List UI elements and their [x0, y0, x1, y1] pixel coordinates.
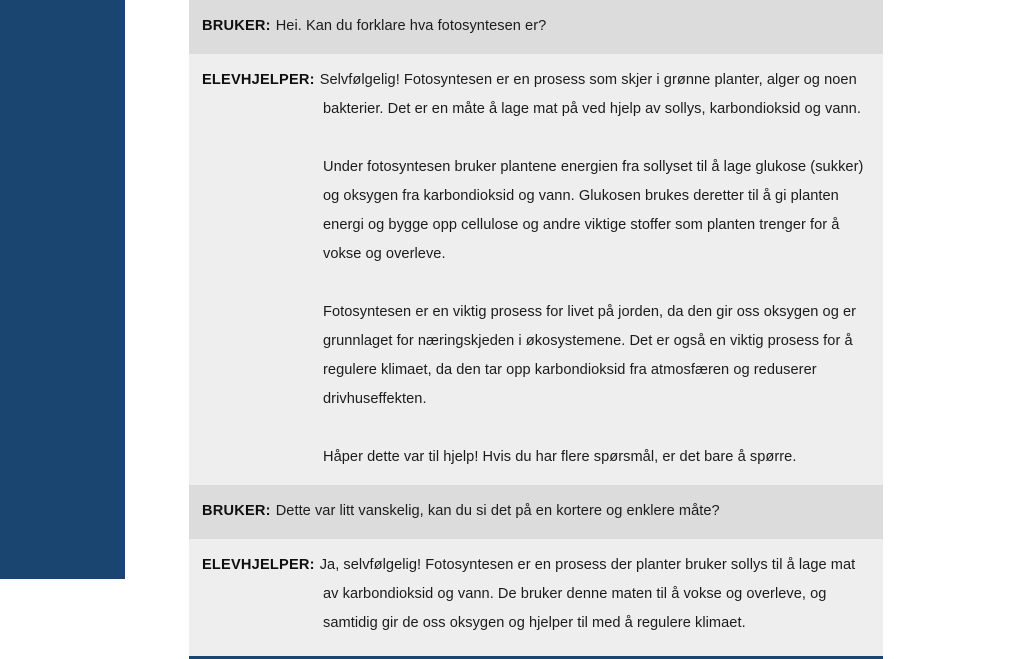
chat-turn-user [189, 485, 883, 539]
message-paragraph: Hei. Kan du forklare hva fotosyntesen er? [275, 18, 547, 34]
speaker-label-assistant: ELEVHJELPER: [202, 557, 315, 573]
left-sidebar [0, 0, 125, 579]
message-paragraph: Under fotosyntesen bruker plantene energien fra sollyset til å lage glukose (sukker) og oksygen fra karbondioksid og vann. Glukosen brukes deretter til å gi planten energi og bygge opp cellulose og andre viktige stoffer som planten trenger for å vokse og overleve. [323, 159, 864, 262]
message-body [202, 551, 869, 638]
message-body [202, 12, 869, 41]
speaker-label-assistant: ELEVHJELPER: [202, 72, 315, 88]
message-paragraph: Dette var litt vanskelig, kan du si det på en kortere og enklere måte? [275, 503, 720, 519]
chat-turn-assistant [189, 539, 883, 659]
speaker-label-user: BRUKER: [202, 18, 271, 34]
message-paragraph: Fotosyntesen er en viktig prosess for livet på jorden, da den gir oss oksygen og er grunnlaget for næringskjeden i økosystemene. Det er også en viktig prosess for å regulere klimaet, da den tar opp karbondioksid fra atmosfæren og reduserer drivhuseffekten. [323, 304, 857, 407]
chat-turn-user [189, 0, 883, 54]
chat-transcript [189, 0, 883, 631]
message-body [202, 66, 869, 472]
speaker-label-user: BRUKER: [202, 503, 271, 519]
chat-turn-assistant [189, 54, 883, 485]
message-paragraph: Håper dette var til hjelp! Hvis du har flere spørsmål, er det bare å spørre. [323, 449, 797, 465]
message-paragraph: Ja, selvfølgelig! Fotosyntesen er en prosess der planter bruker sollys til å lage mat av karbondioksid og vann. De bruker denne maten til å vokse og overleve, og samtidig gir de oss oksygen og hjelper til med å regulere klimaet. [319, 557, 856, 631]
message-body [202, 497, 869, 526]
message-paragraph: Selvfølgelig! Fotosyntesen er en prosess som skjer i grønne planter, alger og noen bakterier. Det er en måte å lage mat på ved hjelp av sollys, karbondioksid og vann. [319, 72, 861, 117]
